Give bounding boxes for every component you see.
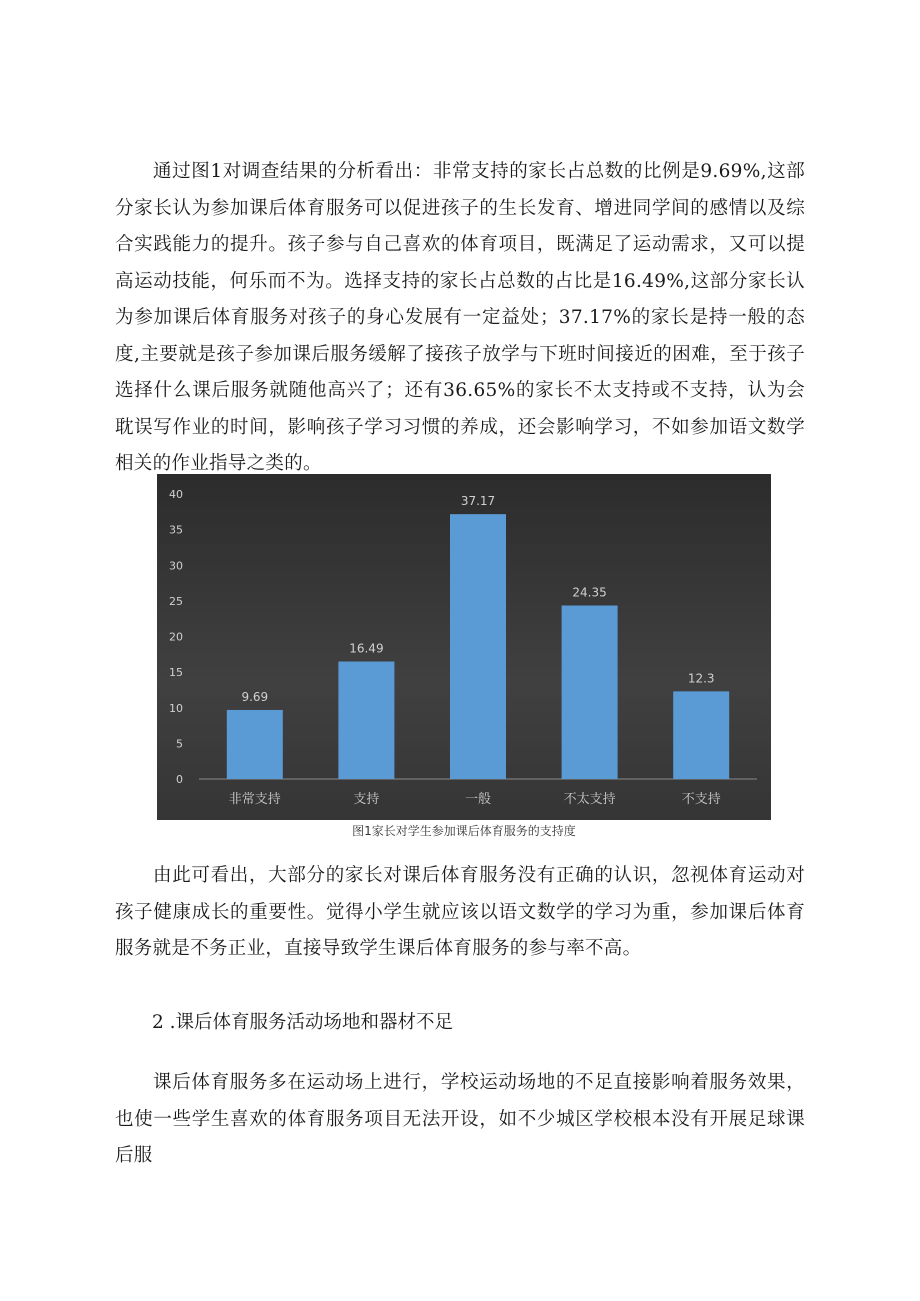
- y-tick-label: 30: [169, 559, 183, 573]
- x-tick-label: 不支持: [681, 792, 721, 807]
- x-tick-label: 一般: [464, 792, 492, 807]
- y-tick-label: 10: [169, 701, 183, 715]
- x-tick-label: 不太支持: [563, 792, 616, 807]
- bar-chart-svg: [157, 474, 771, 820]
- y-tick-label: 15: [169, 666, 183, 680]
- y-tick-label: 25: [169, 594, 183, 608]
- paragraph-conclusion: 由此可看出，大部分的家长对课后体育服务没有正确的认识，忽视体育运动对孩子健康成长的重要性。觉得小学生就应该以语文数学的学习为重，参加课后体育服务就是不务正业，直接导致学生课后体育服务的参与率不高。: [115, 865, 805, 959]
- section-heading: 2 .课后体育服务活动场地和器材不足: [152, 1012, 454, 1033]
- paragraph-analysis: 通过图1对调查结果的分析看出：非常支持的家长占总数的比例是9.69%,这部分家长认为参加课后体育服务可以促进孩子的生长发育、增进同学间的感情以及综合实践能力的提升。孩子参与自己喜欢的体育项目，既满足了运动需求，又可以提高运动技能，何乐而不为。选择支持的家长占总数的占比是16.49%,这部分家长认为参加课后体育服务对孩子的身心发展有一定益处；37.17%的家长是持一般的态度,主要就是孩子参加课后服务缓解了接孩子放学与下班时间接近的困难，至于孩子选择什么课后服务就随他高兴了；还有36.65%的家长不太支持或不支持，认为会耽误写作业的时间，影响孩子学习习惯的养成，还会影响学习，不如参加语文数学相关的作业指导之类的。: [115, 161, 805, 474]
- x-tick-label: 支持: [353, 792, 380, 807]
- data-label: 37.17: [460, 494, 496, 509]
- bar: [450, 514, 506, 779]
- bar: [562, 606, 618, 779]
- paragraph-facilities: 课后体育服务多在运动场上进行，学校运动场地的不足直接影响着服务效果，也使一些学生喜欢的体育服务项目无法开设，如不少城区学校根本没有开展足球课后服: [115, 1072, 805, 1166]
- bar: [338, 662, 394, 779]
- y-tick-label: 40: [169, 488, 183, 501]
- support-bar-chart: [157, 474, 771, 820]
- y-tick-label: 0: [176, 773, 183, 786]
- data-label: 24.35: [572, 585, 607, 600]
- figure-caption: 图1家长对学生参加课后体育服务的支持度: [352, 824, 576, 838]
- y-tick-label: 20: [169, 630, 183, 644]
- x-tick-label: 非常支持: [228, 792, 281, 807]
- data-label: 12.3: [687, 671, 715, 686]
- bar: [227, 710, 283, 779]
- y-tick-label: 5: [176, 737, 183, 751]
- bar: [673, 691, 729, 779]
- data-label: 9.69: [241, 689, 269, 704]
- y-tick-label: 35: [169, 523, 183, 537]
- data-label: 16.49: [349, 641, 384, 656]
